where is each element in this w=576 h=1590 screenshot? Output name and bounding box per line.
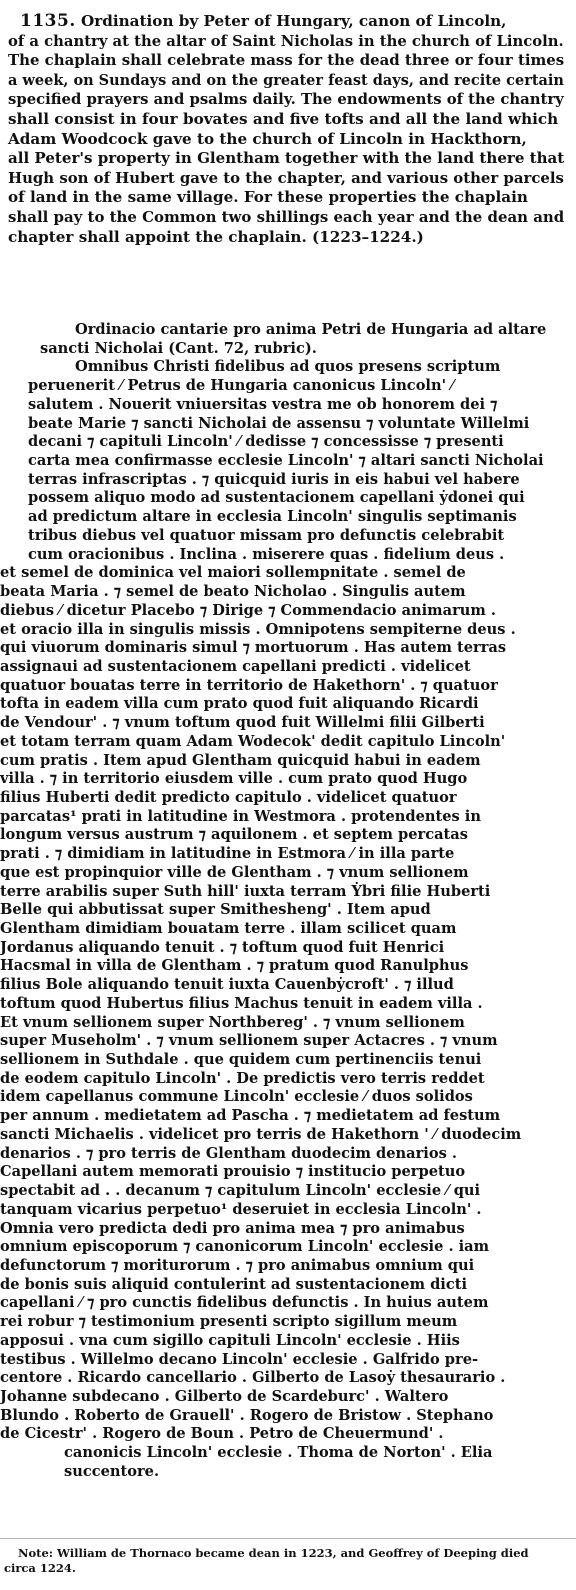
latin-line: sancti Nicholai (Cant. 72, rubric). [40,339,317,357]
summary-text: of a chantry at the altar of Saint Nicholas in the church of Lincoln. [8,31,564,50]
latin-line: decani ⁊ capituli Lincoln' ⁄ dedisse ⁊ concessisse ⁊ presenti [28,433,504,451]
latin-line: terre arabilis super Suth hill' iuxta terram Ẏbri filie Huberti [0,882,491,900]
summary-text: Ordination by Peter of Hungary, canon of Lincoln, [75,12,507,30]
latin-line: Et vnum sellionem super Northbereg' . ⁊ vnum sellionem [0,1013,465,1031]
latin-line: succentore. [64,1462,160,1480]
summary-line [8,12,564,32]
latin-line: de Vendour' . ⁊ vnum toftum quod fuit Willelmi filii Gilberti [0,714,485,732]
document-number: 1135. [20,11,76,31]
summary-line [8,188,564,208]
latin-line: tanquam vicarius perpetuo¹ deseruiet in ecclesia Lincoln' . [0,1200,482,1218]
summary-text: shall consist in four bovates and five tofts and all the land which [8,109,559,128]
latin-line: et totam terram quam Adam Wodecok' dedit capitulo Lincoln' [0,732,506,750]
latin-line: Glentham dimidiam bouatam terre . illam scilicet quam [0,920,457,937]
summary-line [8,31,564,52]
latin-line: super Museholm' . ⁊ vnum sellionem super Actacres . ⁊ vnum [0,1032,498,1050]
summary-text: a week, on Sundays and on the greater feast days, and recite certain [8,70,564,89]
latin-line: Hacsmal in villa de Glentham . ⁊ pratum quod Ranulphus [0,957,469,975]
latin-line: tofta in eadem villa cum prato quod fuit aliquando Ricardi [0,695,479,713]
latin-line: Blundo . Roberto de Grauell' . Rogero de Bristow . Stephano [0,1406,494,1424]
summary-line [8,207,565,228]
latin-line: quatuor bouatas terre in territorio de Hakethorn' . ⁊ quatuor [0,676,498,694]
summary-line [8,168,564,189]
latin-line: beata Maria . ⁊ semel de beato Nicholao . Singulis autem [0,583,466,601]
summary-text: all Peter's property in Glentham together with the land there that [8,149,565,168]
latin-line: per annum . medietatem ad Pascha . ⁊ medietatem ad festum [0,1107,501,1125]
summary-line [8,70,564,91]
latin-line: beate Marie ⁊ sancti Nicholai de assensu ⁊ voluntate Willelmi [28,414,530,432]
latin-line: Capellani autem memorati prouisio ⁊ institucio perpetuo [0,1163,466,1181]
summary-text: chapter shall appoint the chaplain. (1223–1224.) [8,227,424,246]
latin-line: denarios . ⁊ pro terris de Glentham duodecim denarios . [0,1144,457,1162]
latin-line: Omnia vero predicta dedi pro anima mea ⁊ pro animabus [0,1219,465,1237]
latin-line: assignaui ad sustentacionem capellani predicti . videlicet [0,657,471,675]
latin-line: villa . ⁊ in territorio eiusdem ville . cum prato quod Hugo [0,770,468,788]
latin-line: Jordanus aliquando tenuit . ⁊ toftum quod fuit Henrici [0,938,445,956]
latin-line: capellani ⁄ ⁊ pro cunctis fidelibus defunctis . In huius autem [0,1294,489,1312]
latin-line: possem aliquo modo ad sustentacionem capellani ẏdonei qui [28,489,525,507]
summary-line [8,51,565,71]
summary-text: specified prayers and psalms daily. The endowments of the chantry [8,90,564,109]
latin-line: salutem . Nouerit vniuersitas vestra me ob honorem dei ⁊ [28,395,498,413]
footnote-line: circa 1224. [4,1560,76,1575]
latin-line: Omnibus Christi fidelibus ad quos presens scriptum [75,358,501,376]
latin-line: idem capellanus commune Lincoln' ecclesie ⁄ duos solidos [0,1088,473,1106]
latin-line: de bonis suis aliquid contulerint ad sustentacionem dicti [0,1275,468,1293]
latin-line: terras infrascriptas . ⁊ quicquid iuris in eis habui vel habere [28,470,520,488]
latin-line: parcatas¹ prati in latitudine in Westmora . protendentes in [0,807,481,825]
latin-line: et oracio illa in singulis missis . Omnipotens sempiterne deus . [0,620,516,638]
latin-line: ad predictum altare in ecclesia Lincoln' singulis septimanis [28,508,517,526]
latin-line: carta mea confirmasse ecclesie Lincoln' ⁊ altari sancti Nicholai [28,452,544,470]
latin-line: cum oracionibus . Inclina . miserere quas . fidelium deus . [28,545,505,563]
latin-line: de Cicestr' . Rogero de Boun . Petro de Cheuermund' . [0,1425,444,1443]
latin-line: rei robur ⁊ testimonium presenti scripto sigillum meum [0,1313,458,1331]
summary-line [8,228,564,248]
latin-line: canonicis Lincoln' ecclesie . Thoma de Norton' . Elia [64,1444,493,1462]
latin-line: defunctorum ⁊ moriturorum . ⁊ pro animabus omnium qui [0,1256,475,1274]
latin-line: peruenerit ⁄ Petrus de Hungaria canonicus Lincoln' ⁄ [28,377,454,395]
latin-line: Belle qui abbutissat super Smithesheng' . Item apud [0,901,431,919]
summary-line [8,149,565,169]
latin-line: centore . Ricardo cancellario . Gilberto de Lasoẏ thesaurario . [0,1369,506,1387]
footnote-line: Note: William de Thornaco became dean in 1223, and Geoffrey of Deeping died [18,1546,529,1560]
latin-line: diebus ⁄ dicetur Placebo ⁊ Dirige ⁊ Commendacio animarum . [0,601,496,619]
latin-line: filius Huberti dedit predicto capitulo . videlicet quatuor [0,788,457,806]
latin-line: sellionem in Suthdale . que quidem cum pertinenciis tenui [0,1051,482,1069]
latin-line: de eodem capitulo Lincoln' . De predictis vero terris reddet [0,1069,485,1087]
summary-paragraph [8,12,564,247]
latin-line: toftum quod Hubertus filius Machus tenuit in eadem villa . [0,994,483,1012]
summary-text: of land in the same village. For these properties the chaplain [8,188,528,207]
latin-line: filius Bole aliquando tenuit iuxta Cauenbẏcroft' . ⁊ illud [0,976,454,994]
summary-text: Adam Woodcock gave to the church of Lincoln in Hackthorn, [8,129,527,148]
latin-text [0,321,576,1482]
latin-line: testibus . Willelmo decano Lincoln' ecclesie . Galfrido pre- [0,1350,479,1368]
summary-text: Hugh son of Hubert gave to the chapter, and various other parcels [8,168,564,187]
summary-line [8,130,564,150]
latin-line: cum pratis . Item apud Glentham quicquid habui in eadem [0,751,481,769]
summary-line [8,110,564,130]
latin-line: tribus diebus vel quatuor missam pro defunctis celebrabit [28,526,505,544]
latin-line: omnium episcoporum ⁊ canonicorum Lincoln' ecclesie . iam [0,1238,490,1256]
summary-text: shall pay to the Common two shillings each year and the dean and [8,207,565,226]
latin-line: et semel de dominica vel maiori sollempnitate . semel de [0,564,466,582]
footnote [4,1546,570,1575]
latin-line: longum versus austrum ⁊ aquilonem . et septem percatas [0,826,468,844]
latin-line: Johanne subdecano . Gilberto de Scardeburc' . Waltero [0,1387,449,1405]
latin-line: Ordinacio cantarie pro anima Petri de Hungaria ad altare [75,321,547,338]
latin-line: apposui . vna cum sigillo capituli Lincoln' ecclesie . Hiis [0,1331,460,1349]
summary-text: The chaplain shall celebrate mass for the dead three or four times [8,51,565,70]
latin-line: spectabit ad . . decanum ⁊ capitulum Lincoln' ecclesie ⁄ qui [0,1182,481,1200]
latin-line: prati . ⁊ dimidiam in latitudine in Estmora ⁄ in illa parte [0,845,455,863]
latin-line: sancti Michaelis . videlicet pro terris de Hakethorn ' ⁄ duodecim [0,1125,522,1143]
footnote-rule [0,1538,576,1539]
summary-line [8,90,564,110]
latin-line: qui viuorum dominaris simul ⁊ mortuorum . Has autem terras [0,639,507,657]
latin-line: que est propinquior ville de Glentham . ⁊ vnum sellionem [0,863,469,881]
